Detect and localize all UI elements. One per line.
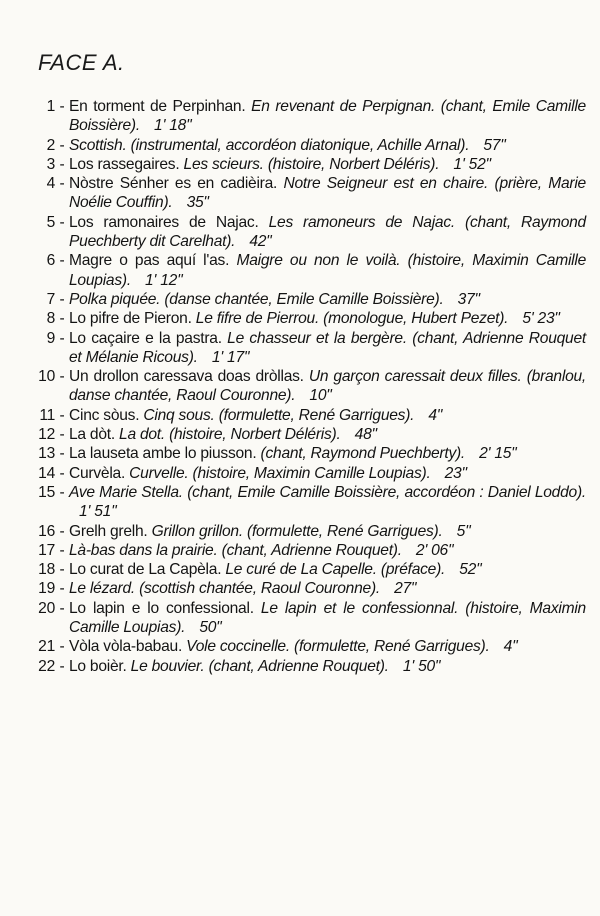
track-french-title: Grillon grillon.	[151, 522, 243, 540]
track-occitan-title: Lo lapin e lo confessional.	[69, 599, 254, 617]
track-french-title: Notre Seigneur est en chaire.	[283, 175, 489, 193]
track-info: (formulette, René Garrigues).	[247, 522, 443, 540]
track-french-title: Les scieurs.	[183, 155, 264, 173]
track-description	[69, 290, 586, 309]
track-occitan-title: Vòla vòla-babau.	[69, 638, 183, 656]
track-duration: 42"	[249, 233, 272, 251]
track-description	[69, 213, 586, 252]
track-info: (scottish chantée, Raoul Couronne).	[139, 580, 380, 598]
track-number: 22	[38, 657, 55, 675]
track-info: (chant, Adrienne Rouquet).	[221, 541, 402, 559]
track-description	[69, 522, 586, 541]
track-info: (histoire, Norbert Déléris).	[267, 155, 440, 173]
track-number: 7	[46, 290, 55, 308]
track-separator: -	[59, 290, 65, 308]
track-description	[69, 155, 586, 174]
track-description	[69, 251, 586, 290]
track-duration: 4"	[503, 638, 518, 656]
track-description	[69, 406, 586, 425]
track-item	[16, 522, 586, 541]
track-duration: 1' 12"	[145, 271, 183, 289]
track-separator: -	[59, 599, 65, 617]
track-french-title: Maigre ou non le voilà.	[236, 252, 401, 270]
track-description	[69, 97, 586, 136]
track-duration: 27"	[394, 580, 417, 598]
track-item	[16, 464, 586, 483]
track-separator: -	[59, 155, 65, 173]
track-french-title: Les ramoneurs de Najac.	[268, 213, 455, 231]
track-item	[16, 309, 586, 328]
track-duration: 2' 06"	[415, 541, 454, 559]
track-description	[69, 444, 586, 463]
track-separator: -	[59, 445, 65, 463]
track-description	[69, 329, 586, 368]
track-duration: 23"	[444, 464, 467, 482]
track-number: 20	[38, 599, 55, 617]
track-duration: 35"	[186, 194, 209, 212]
track-info: (branlou, danse chantée, Raoul Couronne).	[69, 368, 586, 405]
track-number: 14	[38, 464, 55, 482]
track-info: (chant, Raymond Puechberty).	[260, 445, 466, 463]
track-number: 1	[46, 98, 55, 115]
track-separator: -	[59, 98, 65, 115]
track-info: (chant, Raymond Puechberty dit Carelhat).	[69, 213, 586, 251]
track-description	[69, 464, 586, 483]
track-duration: 57"	[483, 136, 506, 154]
track-info: (chant, Emile Camille Boissière, accordéon : Daniel Loddo).	[187, 483, 586, 501]
track-number: 19	[38, 580, 55, 598]
track-occitan-title: La dòt.	[69, 426, 115, 444]
track-description	[69, 579, 586, 598]
track-french-title: Ave Marie Stella.	[69, 483, 183, 501]
track-item	[16, 541, 586, 560]
track-info: (chant, Adrienne Rouquet).	[208, 657, 389, 675]
track-french-title: Le bouvier.	[130, 657, 205, 675]
track-number: 18	[38, 561, 55, 579]
track-description	[69, 136, 586, 155]
track-item	[16, 560, 586, 579]
track-item	[16, 329, 586, 368]
track-number: 11	[39, 406, 55, 424]
track-occitan-title: Curvèla.	[69, 464, 126, 482]
track-item	[16, 213, 586, 252]
track-separator: -	[59, 426, 65, 444]
track-number: 17	[38, 541, 55, 559]
track-duration: 52"	[459, 561, 482, 579]
track-description	[69, 483, 586, 522]
track-occitan-title: Grelh grelh.	[69, 522, 148, 540]
track-item	[16, 251, 586, 290]
track-separator: -	[59, 252, 65, 270]
track-occitan-title: Un drollon caressava doas dròllas.	[69, 368, 304, 386]
track-item	[16, 367, 586, 406]
track-separator: -	[59, 175, 65, 193]
track-info: (danse chantée, Emile Camille Boissière).	[164, 290, 444, 308]
track-description	[69, 541, 586, 560]
track-info: (chant, Adrienne Rouquet et Mélanie Ricous).	[69, 329, 586, 366]
track-occitan-title: Los ramonaires de Najac.	[69, 213, 259, 231]
track-info: (histoire, Maximin Camille Loupias).	[192, 464, 431, 482]
track-french-title: Cinq sous.	[143, 406, 215, 424]
track-separator: -	[59, 638, 65, 656]
track-item	[16, 155, 586, 174]
track-info: (monologue, Hubert Pezet).	[323, 310, 509, 328]
track-french-title: Le curé de La Capelle.	[225, 561, 377, 579]
track-french-title: Le fifre de Pierrou.	[195, 310, 320, 328]
track-french-title: Curvelle.	[129, 464, 189, 482]
track-separator: -	[59, 464, 65, 482]
track-french-title: Vole coccinelle.	[186, 638, 290, 656]
track-number: 21	[38, 638, 55, 656]
track-separator: -	[59, 657, 65, 675]
track-info: (chant, Emile Camille Boissière).	[69, 98, 586, 135]
track-duration: 5' 23"	[522, 310, 560, 328]
track-occitan-title: Magre o pas aquí l'as.	[69, 252, 230, 270]
track-separator: -	[59, 406, 65, 424]
track-description	[69, 309, 586, 328]
track-duration: 1' 50"	[402, 657, 441, 675]
track-french-title: Le chasseur et la bergère.	[227, 329, 407, 347]
track-occitan-title: Cinc sòus.	[69, 406, 140, 424]
track-number: 13	[38, 445, 55, 463]
track-occitan-title: En torment de Perpinhan.	[69, 98, 246, 115]
track-duration: 4"	[428, 406, 443, 424]
track-duration: 1' 51"	[79, 503, 117, 521]
track-description	[69, 560, 586, 579]
track-french-title: En revenant de Perpignan.	[251, 98, 436, 115]
track-info: (préface).	[380, 561, 446, 579]
track-french-title: Le lapin et le confessionnal.	[260, 599, 459, 617]
track-french-title: Scottish.	[69, 136, 127, 154]
track-separator: -	[59, 310, 65, 328]
track-duration: 1' 18"	[154, 117, 192, 135]
track-french-title: La dot.	[119, 426, 165, 444]
face-title: FACE A.	[38, 50, 125, 75]
track-occitan-title: Lo caçaire e la pastra.	[69, 329, 222, 347]
track-french-title: Le lézard.	[69, 580, 135, 598]
track-number: 8	[46, 310, 55, 328]
track-description	[69, 367, 586, 406]
track-duration: 37"	[457, 290, 480, 308]
track-description	[69, 174, 586, 213]
track-description	[69, 599, 586, 638]
track-item	[16, 136, 586, 155]
track-separator: -	[59, 522, 65, 540]
track-number: 4	[46, 175, 55, 193]
track-separator: -	[59, 368, 65, 386]
track-number: 9	[46, 329, 55, 347]
track-occitan-title: Lo curat de La Capèla.	[69, 561, 222, 579]
track-separator: -	[59, 213, 65, 231]
track-number: 12	[38, 426, 55, 444]
track-duration: 5"	[456, 522, 471, 540]
track-french-title: Là-bas dans la prairie.	[69, 541, 218, 559]
track-duration: 48"	[354, 426, 377, 444]
track-separator: -	[59, 541, 65, 559]
track-description	[69, 425, 586, 444]
track-number: 15	[38, 483, 55, 501]
track-duration: 10"	[309, 387, 332, 405]
track-occitan-title: Lo boièr.	[69, 657, 127, 675]
track-item	[16, 406, 586, 425]
track-french-title: Polka piquée.	[69, 290, 161, 308]
track-separator: -	[59, 561, 65, 579]
track-occitan-title: Lo pifre de Pieron.	[69, 310, 192, 328]
track-info: (histoire, Norbert Déléris).	[169, 426, 341, 444]
track-item	[16, 483, 586, 522]
track-separator: -	[59, 136, 65, 154]
track-number: 16	[38, 522, 55, 540]
track-list	[16, 97, 586, 676]
track-number: 5	[46, 213, 55, 231]
track-number: 6	[46, 252, 55, 270]
track-item	[16, 290, 586, 309]
track-duration: 50"	[199, 619, 222, 637]
track-item	[16, 579, 586, 598]
track-item	[16, 97, 586, 136]
track-item	[16, 174, 586, 213]
track-info: (formulette, René Garrigues).	[294, 638, 490, 656]
track-french-title: Un garçon caressait deux filles.	[308, 368, 522, 386]
track-number: 2	[46, 136, 55, 154]
track-separator: -	[59, 329, 65, 347]
track-duration: 1' 17"	[211, 348, 250, 366]
track-separator: -	[59, 580, 65, 598]
track-description	[69, 657, 586, 676]
track-info: (histoire, Maximin Camille Loupias).	[69, 252, 587, 289]
track-number: 3	[46, 155, 55, 173]
track-description	[69, 637, 586, 656]
track-occitan-title: Nòstre Sénher es en cadièira.	[69, 175, 278, 193]
track-separator: -	[59, 483, 65, 501]
track-duration: 1' 52"	[453, 155, 491, 173]
track-item	[16, 657, 586, 676]
track-info: (histoire, Maximin Camille Loupias).	[69, 599, 586, 637]
track-item	[16, 444, 586, 463]
track-occitan-title: La lauseta ambe lo piusson.	[69, 445, 257, 463]
track-item	[16, 425, 586, 444]
track-item	[16, 637, 586, 656]
track-info: (instrumental, accordéon diatonique, Achille Arnal).	[130, 136, 470, 154]
track-item	[16, 599, 586, 638]
track-info: (formulette, René Garrigues).	[218, 406, 415, 424]
track-info: (prière, Marie Noélie Couffin).	[69, 175, 586, 212]
track-duration: 2' 15"	[479, 445, 517, 463]
track-number: 10	[38, 368, 55, 386]
track-occitan-title: Los rassegaires.	[69, 155, 180, 173]
